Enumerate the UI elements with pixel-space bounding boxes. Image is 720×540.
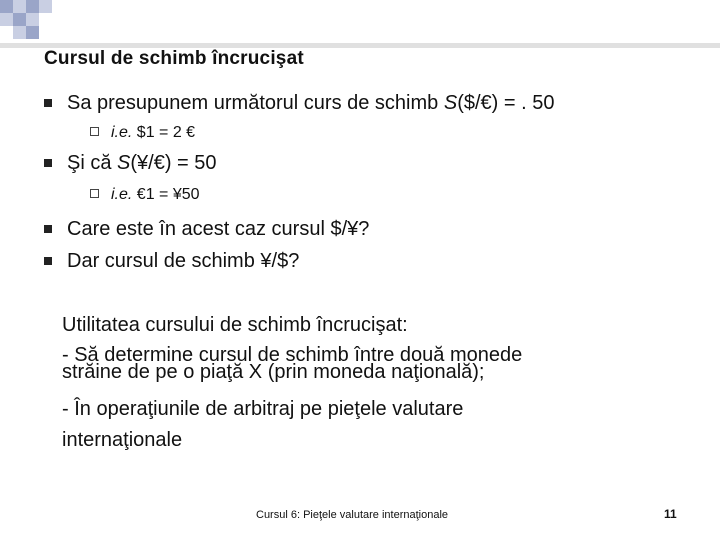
bullet-item [44,152,217,175]
sub-bullet-text-italic: i.e. [111,124,133,141]
bullet-item [44,218,369,241]
sub-bullet-text: €1 = ¥50 [132,186,200,203]
sub-bullet-item [90,124,195,142]
sub-bullet-item [90,186,200,204]
deco-square [26,13,39,26]
decorative-squares [0,0,60,45]
bullet-text: Şi că [67,152,118,174]
paragraph-line: - În operaţiunile de arbitraj pe pieţele valutare [62,398,464,420]
bullet-text: Sa presupunem următorul curs de schimb [67,92,444,114]
deco-square [0,13,13,26]
slide-footer: Cursul 6: Pieţele valutare internaţionale [256,509,449,521]
bullet-item [44,92,554,115]
hollow-square-bullet-icon [90,189,99,198]
square-bullet-icon [44,225,52,233]
bullet-text: ($/€) = . 50 [457,92,555,114]
hollow-square-bullet-icon [90,127,99,136]
deco-square [39,0,52,13]
usage-paragraph [62,315,702,451]
deco-square [13,13,26,26]
deco-square [13,26,26,39]
square-bullet-icon [44,159,52,167]
bullet-text: (¥/€) = 50 [130,152,217,174]
bullet-text-italic: S [117,152,131,174]
page-number: 11 [664,507,677,521]
bullet-text: Dar cursul de schimb ¥/$? [67,250,300,272]
paragraph-line: - Să determine cursul de schimb între două monede [62,344,523,366]
deco-square [0,0,13,13]
square-bullet-icon [44,257,52,265]
deco-square [26,0,39,13]
square-bullet-icon [44,99,52,107]
deco-square [26,26,39,39]
slide-title: Cursul de schimb încrucişat [44,48,304,69]
paragraph-line: străine de pe o piaţă X (prin moneda naţională); [62,361,485,383]
bullet-text: Care este în acest caz cursul $/¥? [67,218,370,240]
sub-bullet-text: $1 = 2 € [132,124,196,141]
bullet-item [44,250,299,273]
paragraph-line: Utilitatea cursului de schimb încrucişat: [62,314,408,336]
deco-square [13,0,26,13]
bullet-text-italic: S [443,92,458,114]
sub-bullet-text-italic: i.e. [111,186,133,203]
paragraph-line: internaţionale [62,429,183,451]
